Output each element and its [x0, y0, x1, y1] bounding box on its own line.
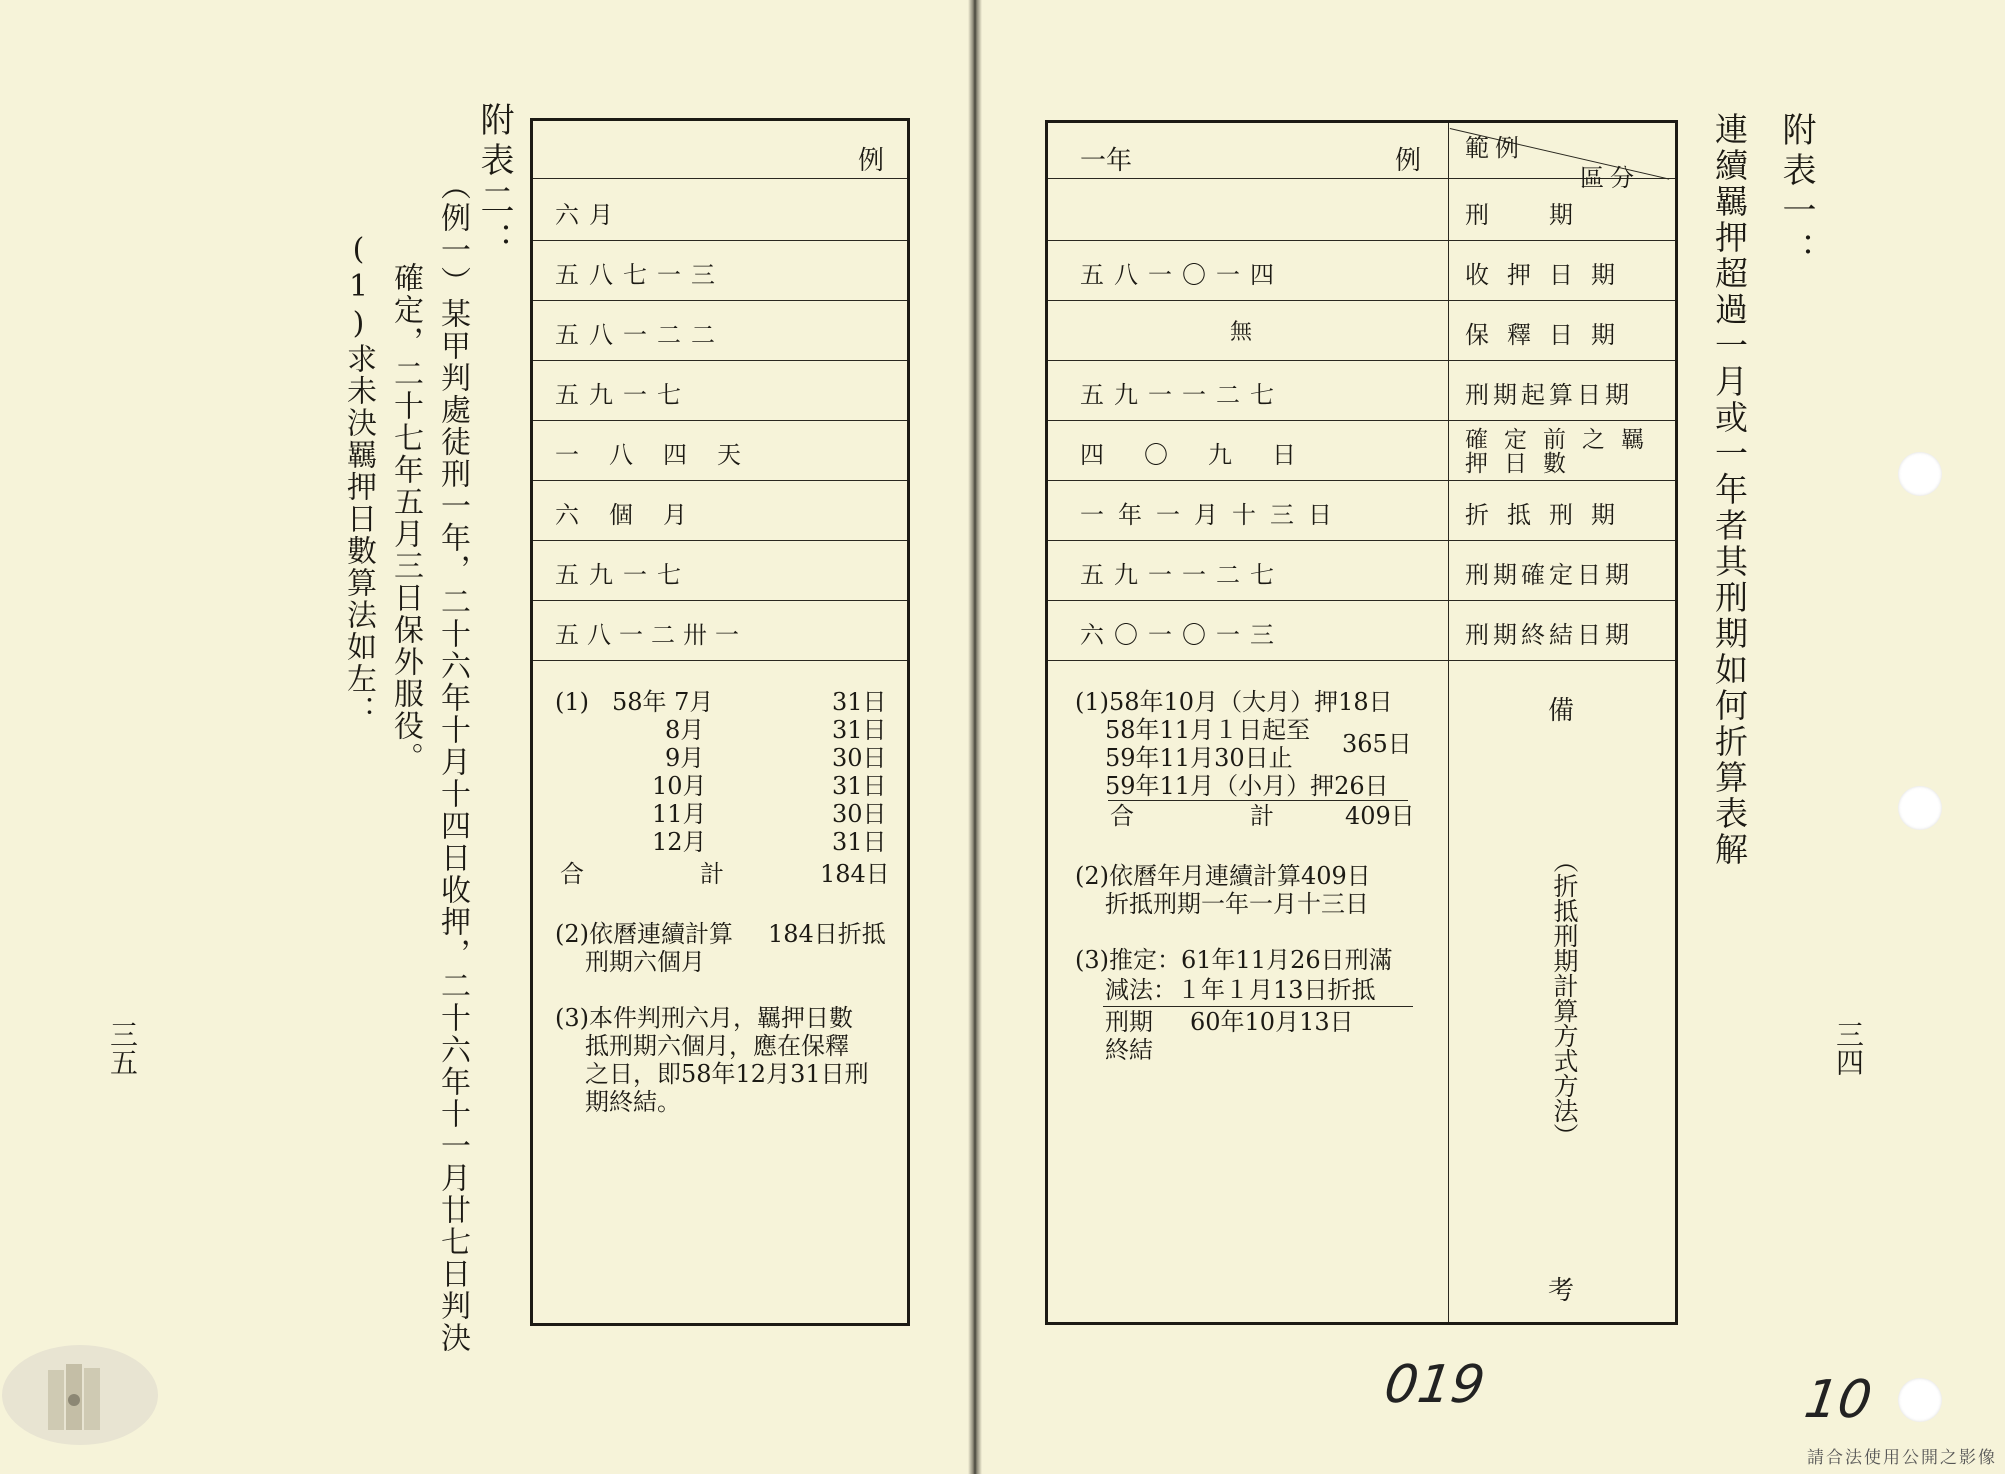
header-remarks-end: 考	[1548, 1276, 1575, 1306]
right-note-1-line-4: 59年11月（小月）押26日	[1105, 772, 1389, 800]
punch-hole	[1898, 1378, 1942, 1422]
right-page-title: 連續羈押超過一月或一年者其刑期如何折算表解	[1710, 112, 1749, 868]
left-page-number: 三五	[106, 1020, 139, 1076]
left-note-day: 31日	[832, 716, 887, 744]
right-note-3-line-1: (3)推定：61年11月26日刑滿	[1075, 946, 1393, 974]
left-note-day: 31日	[832, 772, 887, 800]
left-value-sentence: 六月	[555, 201, 623, 229]
header-start-date: 刑期起算日期	[1465, 381, 1633, 409]
left-note-month: 8月	[665, 716, 705, 744]
left-table-label: 附表二：	[474, 102, 514, 262]
left-value-start: 五九一七	[555, 381, 691, 409]
right-note-3-line-2: 減法：１年１月13日折抵	[1105, 976, 1376, 1004]
right-page-number: 三四	[1832, 1020, 1865, 1076]
case-text-3: (1)求未決羈押日數算法如左：	[341, 232, 376, 727]
header-sentence: 刑期	[1465, 201, 1633, 229]
right-example-label: 例	[1395, 146, 1422, 176]
handwritten-mark-right: 10	[1800, 1370, 1876, 1430]
punch-hole	[1898, 786, 1942, 830]
left-value-end: 五八一二卅一	[555, 621, 747, 649]
left-note-month: 11月	[652, 800, 707, 828]
left-value-intake: 五八七一三	[555, 261, 725, 289]
left-note-1-label: (1)	[555, 688, 589, 716]
right-note-1-sum-b: 計	[1250, 802, 1274, 830]
header-end-date: 刑期終結日期	[1465, 621, 1633, 649]
archive-logo-icon	[0, 1330, 160, 1460]
left-value-detention: 一八四天	[555, 441, 771, 469]
left-value-final: 五九一七	[555, 561, 691, 589]
right-table-label: 附表一：	[1776, 112, 1816, 272]
right-note-1-line-2: 58年11月１日起至	[1105, 716, 1311, 744]
left-note-sum-b: 計	[700, 860, 724, 888]
usage-notice: 請合法使用公開之影像	[1807, 1448, 1997, 1468]
left-note-2-line-1b: 184日折抵	[768, 920, 886, 948]
case-text-2: 確定，二十七年五月三日保外服役。	[388, 262, 423, 774]
right-value-intake: 五八一〇一四	[1080, 261, 1284, 289]
right-note-2-line-1: (2)依曆年月連續計算409日	[1075, 862, 1371, 890]
left-note-sum-c: 184日	[820, 860, 890, 888]
case-text-1: （例一）某甲判處徒刑一年，二十六年十月十四日收押，二十六年十一月廿七日判決	[435, 170, 470, 1354]
right-value-bail: 無	[1230, 320, 1253, 345]
right-note-3-line-3b: 60年10月13日	[1190, 1008, 1354, 1036]
left-note-3-line-4: 期終結。	[585, 1088, 681, 1116]
corner-label-category: 區分	[1580, 164, 1640, 192]
left-note-3-line-3: 之日，即58年12月31日刑	[585, 1060, 869, 1088]
right-value-sentence: 一年	[1080, 146, 1133, 176]
left-note-2-line-1: (2)依曆連續計算	[555, 920, 733, 948]
right-note-3-line-4: 終結	[1105, 1036, 1153, 1064]
header-detention-days: 確定前之羈押日數	[1465, 427, 1660, 477]
left-note-3-line-2: 抵刑期六個月，應在保釋	[585, 1032, 849, 1060]
left-note-day: 30日	[832, 744, 887, 772]
corner-label-example: 範例	[1465, 134, 1525, 162]
punch-hole	[1898, 452, 1942, 496]
left-note-month: 58年 7月	[612, 688, 714, 716]
book-spine	[968, 0, 982, 1474]
right-value-start: 五九一一二七	[1080, 381, 1284, 409]
right-value-final: 五九一一二七	[1080, 561, 1284, 589]
right-note-2-line-2: 折抵刑期一年一月十三日	[1105, 890, 1369, 918]
right-value-offset: 一年一月十三日	[1080, 501, 1346, 529]
right-note-3-line-3a: 刑期	[1105, 1008, 1153, 1036]
left-note-2-line-2: 刑期六個月	[585, 948, 705, 976]
header-remarks-note: （折抵刑期計算方式方法）	[1550, 848, 1579, 1148]
right-value-end: 六〇一〇一三	[1080, 621, 1284, 649]
left-note-sum-a: 合	[560, 860, 584, 888]
right-note-1-line-3: 59年11月30日止	[1105, 744, 1293, 772]
right-note-1-365: 365日	[1342, 730, 1412, 758]
header-remarks: 備	[1548, 696, 1575, 726]
left-note-month: 12月	[652, 828, 707, 856]
handwritten-mark-center: 019	[1380, 1355, 1489, 1415]
header-offset: 折抵刑期	[1465, 501, 1633, 529]
left-note-month: 9月	[665, 744, 705, 772]
left-example-label: 例	[858, 146, 885, 176]
left-note-day: 31日	[832, 688, 887, 716]
right-note-1-line-1: (1)58年10月（大月）押18日	[1075, 688, 1393, 716]
left-note-day: 30日	[832, 800, 887, 828]
left-value-offset: 六個月	[555, 501, 717, 529]
right-note-1-sum-a: 合	[1110, 802, 1134, 830]
left-note-day: 31日	[832, 828, 887, 856]
right-note-1-sum-c: 409日	[1345, 802, 1415, 830]
left-note-3-line-1: (3)本件判刑六月，羈押日數	[555, 1004, 853, 1032]
header-bail-date: 保釋日期	[1465, 321, 1633, 349]
header-intake-date: 收押日期	[1465, 261, 1633, 289]
right-value-detention: 四〇九日	[1080, 441, 1336, 469]
left-value-bail: 五八一二二	[555, 321, 725, 349]
header-final-date: 刑期確定日期	[1465, 561, 1633, 589]
left-note-month: 10月	[652, 772, 707, 800]
